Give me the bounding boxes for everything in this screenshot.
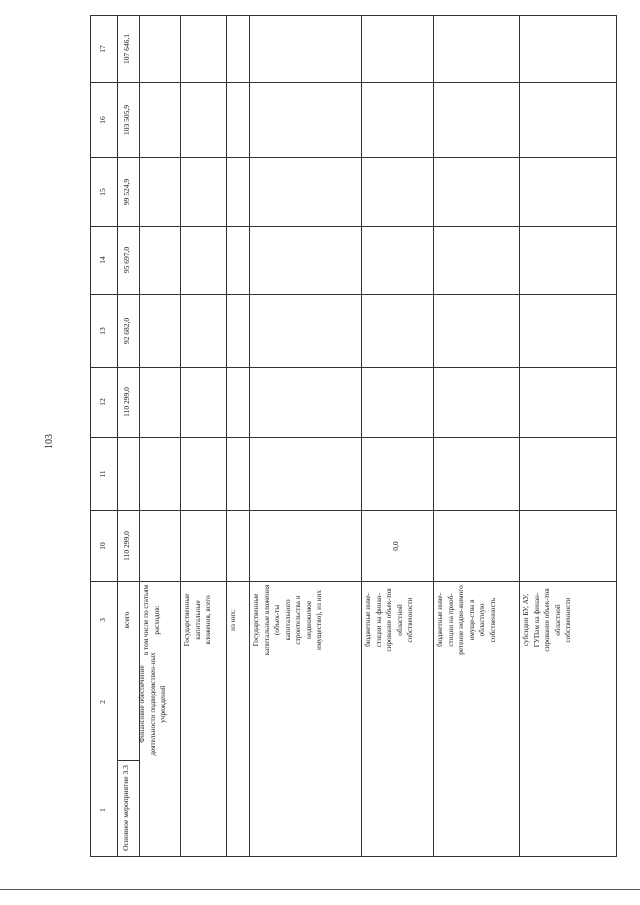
row-divider: [249, 581, 250, 856]
column-divider: [90, 437, 616, 438]
header-col-1: 1: [97, 808, 107, 812]
main-value-16: 103 505,9: [122, 104, 131, 135]
main-value-11: [122, 443, 134, 505]
header-col-3: 3: [97, 618, 107, 622]
page-number: 103: [44, 434, 55, 449]
expense-row-label-2: Государственные капитальные вложения, всего: [183, 593, 212, 647]
main-row-total-label: всего: [122, 611, 131, 629]
expense-row-label-3: из них:: [229, 609, 237, 631]
main-value-10: 110 299,0: [122, 530, 131, 561]
expense-row-label-1: в том числе по статьям расходов:: [142, 584, 161, 656]
column-divider: [90, 510, 616, 511]
header-col-13: 13: [97, 326, 107, 335]
measure-code: Основное мероприятие 3.3: [121, 765, 130, 851]
header-col-16: 16: [97, 115, 107, 124]
measure-title: Финансовое обеспечение деятельности подведомствен-ных учреждений: [138, 652, 167, 756]
row-divider: [361, 15, 362, 581]
column-divider: [90, 367, 616, 368]
col1-col2-divider: [117, 760, 139, 761]
bottom-rule: [0, 889, 640, 890]
table-border-top: [90, 15, 616, 16]
header-col-17: 17: [97, 44, 107, 53]
row-divider: [226, 581, 227, 856]
header-col-2: 2: [97, 700, 107, 704]
row-divider: [519, 15, 520, 581]
main-value-14: 95 697,0: [122, 246, 131, 274]
row-divider: [519, 581, 520, 856]
row-divider: [117, 15, 118, 856]
row-divider: [361, 581, 362, 856]
column-divider: [90, 82, 616, 83]
table-border-right: [616, 15, 617, 857]
column-divider: [90, 581, 616, 582]
main-value-17: 107 646,1: [122, 33, 131, 64]
row-divider: [433, 15, 434, 581]
main-value-12: 110 299,0: [122, 387, 131, 417]
table-border-left: [90, 15, 91, 856]
header-col-10: 10: [97, 541, 107, 550]
header-col-15: 15: [97, 187, 107, 196]
main-value-13: 92 682,0: [122, 317, 131, 344]
main-value-15: 99 524,9: [122, 178, 131, 205]
row-divider: [226, 15, 227, 581]
expense-row-label-4: Государственные капитальные вложения (объек-ты капитального строительства и недвижимое имущество), из них: [252, 584, 323, 656]
column-divider: [90, 294, 616, 295]
column-divider: [90, 157, 616, 158]
header-col-14: 14: [97, 256, 107, 264]
row-divider: [180, 15, 181, 581]
row-divider: [139, 15, 140, 581]
expense-row-label-7: субсидии БУ, АУ, ГУПам на финан-сирование объек-тов областной собственности: [522, 588, 572, 652]
header-col-12: 12: [97, 398, 107, 406]
column-divider: [90, 226, 616, 227]
table-border-bottom: [90, 856, 616, 857]
row-divider: [433, 581, 434, 856]
row-divider: [249, 15, 250, 581]
header-col-11: 11: [97, 469, 107, 478]
expense-row-label-5: бюджетные инве-стиции на финан-сирование объек-тов областной собственности: [364, 588, 414, 652]
expense-row-label-6: бюджетные инве-стиции на приоб-ретение недви-жимого имуще-ства в областную собственность: [436, 585, 497, 655]
expense-row-value-5: 0,0: [391, 540, 400, 551]
